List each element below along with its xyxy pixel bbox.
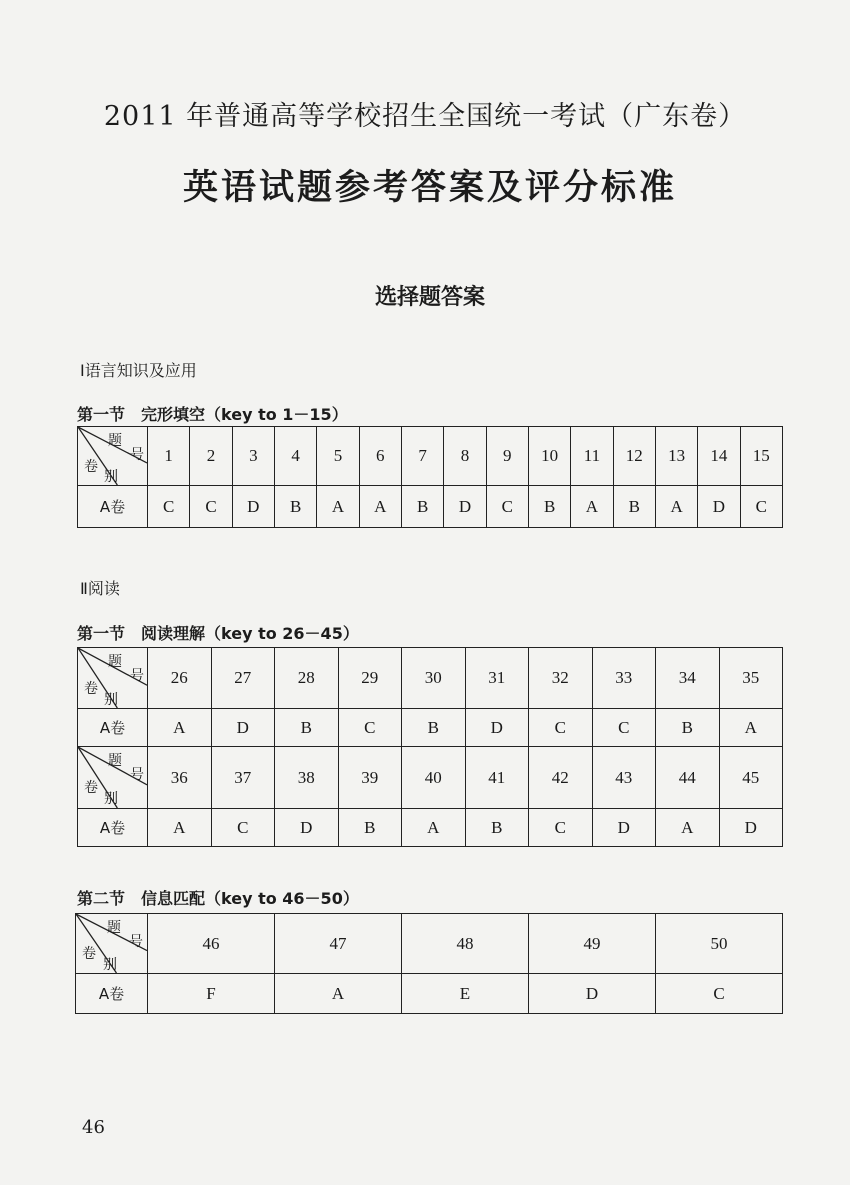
table-row bbox=[78, 427, 783, 486]
answer-cell: A bbox=[317, 486, 359, 528]
corner-label-juan: 卷 bbox=[84, 459, 98, 475]
question-number: 41 bbox=[465, 747, 529, 809]
table-row bbox=[78, 747, 783, 809]
table-corner-header bbox=[78, 427, 148, 486]
question-number: 9 bbox=[486, 427, 528, 486]
question-number: 46 bbox=[148, 914, 275, 974]
question-number: 38 bbox=[275, 747, 339, 809]
answer-cell: F bbox=[148, 974, 275, 1014]
question-number: 28 bbox=[275, 648, 339, 709]
answer-cell: D bbox=[211, 709, 275, 747]
table-corner-header bbox=[78, 747, 148, 809]
answer-cell: C bbox=[211, 809, 275, 847]
answer-cell: C bbox=[148, 486, 190, 528]
question-number: 8 bbox=[444, 427, 486, 486]
answer-cell: D bbox=[592, 809, 656, 847]
question-number: 13 bbox=[655, 427, 697, 486]
answer-cell: B bbox=[613, 486, 655, 528]
table-row bbox=[78, 486, 783, 528]
section-name: 阅读理解（key to 26－45） bbox=[141, 624, 359, 643]
question-number: 43 bbox=[592, 747, 656, 809]
answer-cell: A bbox=[148, 709, 212, 747]
part1-section1-heading bbox=[77, 402, 348, 425]
question-number: 44 bbox=[656, 747, 720, 809]
corner-label-juan: 卷 bbox=[82, 946, 96, 962]
question-number: 40 bbox=[402, 747, 466, 809]
question-number: 26 bbox=[148, 648, 212, 709]
part2-section2-heading bbox=[77, 886, 359, 909]
answer-cell: B bbox=[656, 709, 720, 747]
section-label: 第一节 bbox=[77, 624, 126, 643]
answer-cell: B bbox=[274, 486, 316, 528]
question-number: 42 bbox=[529, 747, 593, 809]
question-number: 50 bbox=[656, 914, 783, 974]
question-number: 7 bbox=[401, 427, 443, 486]
answer-cell: D bbox=[275, 809, 339, 847]
question-number: 15 bbox=[740, 427, 782, 486]
answer-cell: A bbox=[571, 486, 613, 528]
answers-heading: 选择题答案 bbox=[374, 285, 485, 310]
corner-label-ti: 题 bbox=[108, 654, 122, 670]
question-number: 49 bbox=[529, 914, 656, 974]
corner-label-bie: 别 bbox=[104, 469, 118, 485]
section-label: 第二节 bbox=[77, 889, 126, 908]
answer-cell: A bbox=[719, 709, 783, 747]
answer-cell: B bbox=[401, 486, 443, 528]
question-number: 35 bbox=[719, 648, 783, 709]
question-number: 29 bbox=[338, 648, 402, 709]
table-row bbox=[78, 809, 783, 847]
document-title: 英语试题参考答案及评分标准 bbox=[182, 168, 677, 208]
corner-label-ti: 题 bbox=[108, 433, 122, 449]
answer-cell: D bbox=[698, 486, 740, 528]
corner-label-hao: 号 bbox=[130, 447, 144, 463]
row-label: A卷 bbox=[78, 486, 148, 528]
row-label: A卷 bbox=[78, 809, 148, 847]
answer-cell: C bbox=[592, 709, 656, 747]
corner-label-ti: 题 bbox=[108, 753, 122, 769]
answer-cell: A bbox=[402, 809, 466, 847]
question-number: 39 bbox=[338, 747, 402, 809]
question-number: 2 bbox=[190, 427, 232, 486]
corner-label-bie: 别 bbox=[104, 791, 118, 807]
table-row bbox=[76, 974, 783, 1014]
answer-cell: D bbox=[232, 486, 274, 528]
answer-cell: A bbox=[655, 486, 697, 528]
answer-cell: C bbox=[740, 486, 782, 528]
table-row bbox=[78, 709, 783, 747]
question-number: 3 bbox=[232, 427, 274, 486]
corner-label-juan: 卷 bbox=[84, 681, 98, 697]
question-number: 14 bbox=[698, 427, 740, 486]
answer-cell: B bbox=[402, 709, 466, 747]
question-number: 31 bbox=[465, 648, 529, 709]
part2-section1-heading bbox=[77, 621, 359, 644]
question-number: 37 bbox=[211, 747, 275, 809]
exam-title: 2011 年普通高等学校招生全国统一考试（广东卷） bbox=[103, 101, 747, 132]
answer-cell: D bbox=[444, 486, 486, 528]
corner-label-juan: 卷 bbox=[84, 780, 98, 796]
part2-heading: Ⅱ阅读 bbox=[80, 579, 120, 598]
question-number: 45 bbox=[719, 747, 783, 809]
part1-heading: Ⅰ语言知识及应用 bbox=[80, 361, 197, 380]
question-number: 4 bbox=[274, 427, 316, 486]
question-number: 1 bbox=[148, 427, 190, 486]
row-label: A卷 bbox=[76, 974, 148, 1014]
table-corner-header bbox=[76, 914, 148, 974]
corner-label-ti: 题 bbox=[107, 920, 121, 936]
question-number: 34 bbox=[656, 648, 720, 709]
answer-cell: C bbox=[338, 709, 402, 747]
answer-cell: B bbox=[528, 486, 570, 528]
question-number: 33 bbox=[592, 648, 656, 709]
answer-cell: A bbox=[656, 809, 720, 847]
question-number: 48 bbox=[402, 914, 529, 974]
table-row bbox=[76, 914, 783, 974]
question-number: 6 bbox=[359, 427, 401, 486]
matching-answer-table bbox=[75, 913, 783, 1014]
answer-cell: C bbox=[486, 486, 528, 528]
corner-label-bie: 别 bbox=[104, 692, 118, 708]
question-number: 5 bbox=[317, 427, 359, 486]
question-number: 30 bbox=[402, 648, 466, 709]
answer-cell: E bbox=[402, 974, 529, 1014]
section-name: 信息匹配（key to 46－50） bbox=[141, 889, 359, 908]
reading-answer-table bbox=[77, 647, 783, 847]
corner-label-bie: 别 bbox=[103, 957, 117, 973]
page-number: 46 bbox=[82, 1117, 105, 1138]
table-row bbox=[78, 648, 783, 709]
question-number: 36 bbox=[148, 747, 212, 809]
question-number: 12 bbox=[613, 427, 655, 486]
answer-cell: A bbox=[148, 809, 212, 847]
answer-cell: B bbox=[465, 809, 529, 847]
answer-cell: D bbox=[719, 809, 783, 847]
answer-cell: D bbox=[465, 709, 529, 747]
question-number: 47 bbox=[275, 914, 402, 974]
answer-cell: A bbox=[359, 486, 401, 528]
answer-cell: C bbox=[190, 486, 232, 528]
answer-cell: B bbox=[338, 809, 402, 847]
table-corner-header bbox=[78, 648, 148, 709]
row-label: A卷 bbox=[78, 709, 148, 747]
cloze-answer-table bbox=[77, 426, 783, 528]
answer-cell: D bbox=[529, 974, 656, 1014]
answer-cell: B bbox=[275, 709, 339, 747]
corner-label-hao: 号 bbox=[130, 668, 144, 684]
section-label: 第一节 bbox=[77, 405, 126, 424]
answer-cell: A bbox=[275, 974, 402, 1014]
question-number: 32 bbox=[529, 648, 593, 709]
answer-cell: C bbox=[656, 974, 783, 1014]
question-number: 10 bbox=[528, 427, 570, 486]
question-number: 27 bbox=[211, 648, 275, 709]
question-number: 11 bbox=[571, 427, 613, 486]
corner-label-hao: 号 bbox=[130, 767, 144, 783]
corner-label-hao: 号 bbox=[129, 934, 143, 950]
answer-cell: C bbox=[529, 809, 593, 847]
answer-cell: C bbox=[529, 709, 593, 747]
section-name: 完形填空（key to 1－15） bbox=[141, 405, 348, 424]
